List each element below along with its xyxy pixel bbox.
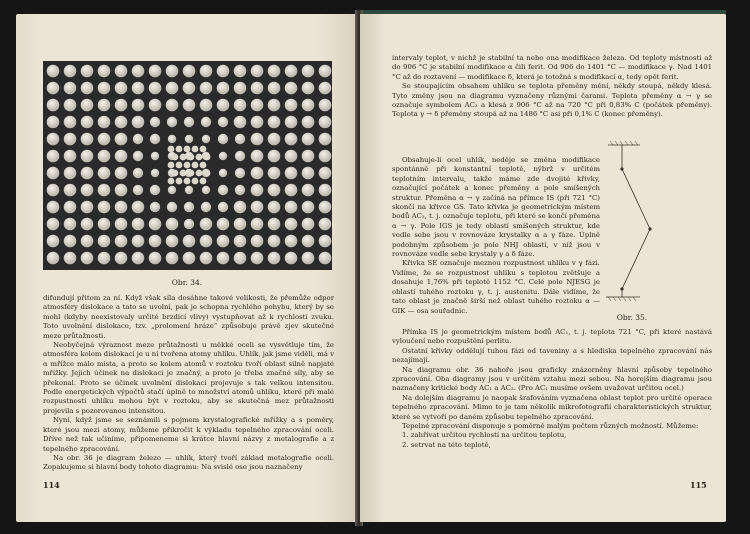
paragraph: Přímka IS je geometrickým místem bodů AC₁, t. j. teplota 721 °C, při které nastává vyloučení nebo rozpuštění perlitu. — [392, 328, 712, 346]
figure-35-caption: Obr. 35. — [616, 313, 648, 322]
paragraph: Na dolejším diagramu je naopak šrafováním vyznačena oblast teplot pro určité operace tepelného zpracování. Mimo to je tam několik mikrofotografií charakteristických struktur, které se vytvoří po daném způsobu tepelného zpracování. — [392, 393, 712, 421]
page-number: 115 — [690, 480, 707, 490]
paragraph: intervaly teplot, v nichž je stabilní ta nebo ona modifikace železa. Od teploty místnosti až do 906 °C je stabilní modifikace α čili ferit. Od 906 do 1401 °C — modifikace γ. Nad 1401 °C až do roztavení — modifikace δ, která je totožná s modifikací α, tedy opět ferit. — [392, 54, 712, 81]
paragraph: Obsahuje-li ocel uhlík, neděje se změna modifikace spontánně při konstantní teplotě, nýbrž v určitém teplotním intervalu, takže máme zde dvojité křivky, označující počátek a konec přeměny a pole smíšených struktur. Přeměna α → γ začíná na přímce IS (při 721 °C) skončí na křivce GS. Tato křivka je geometrickým místem bodů AC₃, t. j. označuje teplotu, při které se končí přeměna α → γ. Pole IGS je tedy oblastí smíšených struktur, kde vedle sebe jsou v rovnováze krystalky α a γ fáze. Úplně podobným způsobem je pole NHJ oblastí, v níž jsou v rovnováze vedle sebe krystaly γ a δ fáze. — [392, 156, 600, 259]
list-item: 1. zahřívat určitou rychlostí na určitou teplotu, — [402, 431, 567, 440]
paragraph: Tepelné zpracování disponuje s poměrně malým počtem různých možností. Můžeme: — [402, 422, 699, 431]
paragraph: difundují přitom za ní. Když však síla dosáhne takové velikosti, že přemůže odpor atmosféry dislokace a tato se uvolní, pak je schopna rychlého pohybu, který by se mohl (kdyby neexistovaly určité brzdicí vlivy) vystupňovat až k rychlosti zvuku. Toto uvolnění dislokace, tzv. „prolomení hráze“ způsobuje právě zjev skutečné meze průtažnosti. — [43, 294, 334, 340]
right-body-text-bottom — [392, 328, 712, 450]
right-body-text-figure-wrap — [392, 156, 600, 316]
paragraph: Se stoupajícím obsahem uhlíku se teplota přeměny mění, někdy stoupá, někdy klesá. Tyto změny jsou na diagramu vyznačeny různými čarami. Teplota přeměny α → γ se označuje symbolem AC₃ a klesá z 906 °C až na 720 °C při 0,83% C (počátek přeměny). Teplota γ → δ přeměny stoupá až na 1486 °C asi při 0,1% C (konec přeměny). — [392, 82, 712, 119]
right-page — [360, 14, 726, 522]
page-number: 114 — [43, 480, 60, 490]
list-item: 2. setrvat na této teplotě, — [402, 440, 491, 449]
paragraph: Nyní, když jsme se seznámili s pojmem krystalografické mřížky a s poměry, které jsou mezi atomy, můžeme přikročit k výkladu tepelného zpracování oceli. Dříve než tak učiníme, připomeneme si krátce hlavní názvy z metalografie a z tepelného zpracování. — [43, 416, 334, 453]
paragraph: Křivka SE označuje meznou rozpustnost uhlíku v γ fázi. Vidíme, že se rozpustnost uhlíku s teplotou zvětšuje a dosahuje 1,76% při teplotě 1152 °C. Celé pole NJESG je oblastí tuhého roztoku γ, t. j. austenitu. Dále vidíme, že tato oblast je značně širší než oblast tuhého roztoku α — GIK — osa souřadnic. — [392, 259, 600, 315]
figure-34-caption: Obr. 34. — [171, 278, 203, 287]
paragraph: Ostatní křivky oddělují tuhou fázi od taveniny a s hlediska tepelného zpracování nás nezajímají. — [392, 346, 712, 365]
micrograph-photo — [43, 61, 332, 270]
paragraph: Na obr. 36 je diagram železo — uhlík, který tvoří základ metalografie oceli. Zopakujeme si hlavní body tohoto diagramu: Na svislé ose jsou naznačeny — [43, 453, 334, 472]
left-body-text — [43, 294, 334, 473]
right-body-text-top — [392, 54, 712, 120]
left-page — [16, 14, 358, 522]
figure-35-diagram — [600, 141, 664, 309]
paragraph: Neobyčejná výraznost meze průtažnosti u měkké oceli se vysvětluje tím, že atmosféra kolem dislokací je u ní tvořena atomy uhlíku. Uhlík, jak jsme viděli, má v α mřížce málo místa, a proto se kolem atomů v roztoku tvoří oblast silně napjaté mřížky. Jejich účinek na dislokaci je značný, a proto je třeba značné síly, aby se překonal. Proto se účinek uvolnění dislokací projevuje s tak velkou intensitou. Podle energetických výpočtů stačí úplně to množství atomů uhlíku, které při malé rozpustnosti uhlíku mohou být v roztoku, aby se skutečná mez průtažnosti projevila s pozorovanou intensitou. — [43, 341, 334, 415]
paragraph: Na diagramu obr. 36 nahoře jsou graficky znázorněny hlavní způsoby tepelného zpracování. Oba diagramy jsou v určitém vztahu mezi sebou. Na horejším diagramu jsou naznačeny kritické body AC₁ a AC₃. (Pro AC₁ musíme ovšem uvažovat určitou ocel.) — [392, 365, 712, 393]
